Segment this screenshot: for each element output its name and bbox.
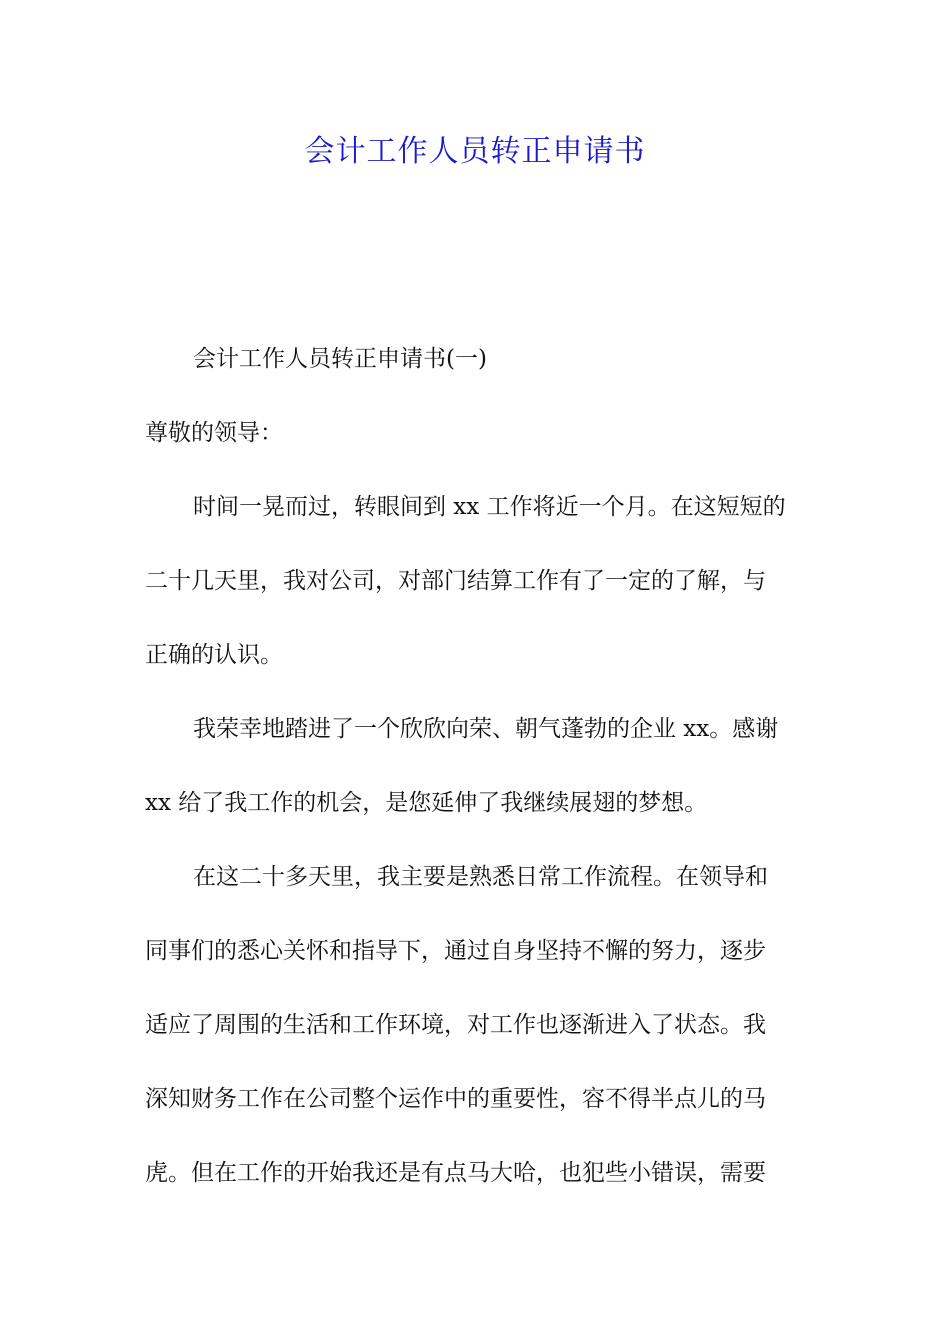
document-body — [145, 322, 805, 1210]
section-heading: 会计工作人员转正申请书(一) — [193, 346, 487, 372]
paragraph-line: 虎。但在工作的开始我还是有点马大哈，也犯些小错误，需要 — [145, 1160, 766, 1186]
paragraph-line: 我荣幸地踏进了一个欣欣向荣、朝气蓬勃的企业 xx。感谢 — [193, 716, 779, 742]
paragraph-line: 在这二十多天里，我主要是熟悉日常工作流程。在领导和 — [193, 864, 768, 890]
document-title: 会计工作人员转正申请书 — [304, 134, 646, 169]
paragraph-line: 适应了周围的生活和工作环境，对工作也逐渐进入了状态。我 — [145, 1012, 766, 1038]
paragraph-line: 深知财务工作在公司整个运作中的重要性，容不得半点儿的马 — [145, 1086, 766, 1112]
paragraph-line: 同事们的悉心关怀和指导下，通过自身坚持不懈的努力，逐步 — [145, 938, 766, 964]
paragraph-line: 时间一晃而过，转眼间到 xx 工作将近一个月。在这短短的 — [193, 494, 786, 520]
salutation: 尊敬的领导： — [145, 420, 283, 446]
paragraph-line: 正确的认识。 — [145, 642, 283, 668]
paragraph-line: 二十几天里，我对公司，对部门结算工作有了一定的了解，与 — [145, 568, 766, 594]
paragraph-line: xx 给了我工作的机会，是您延伸了我继续展翅的梦想。 — [145, 790, 708, 816]
